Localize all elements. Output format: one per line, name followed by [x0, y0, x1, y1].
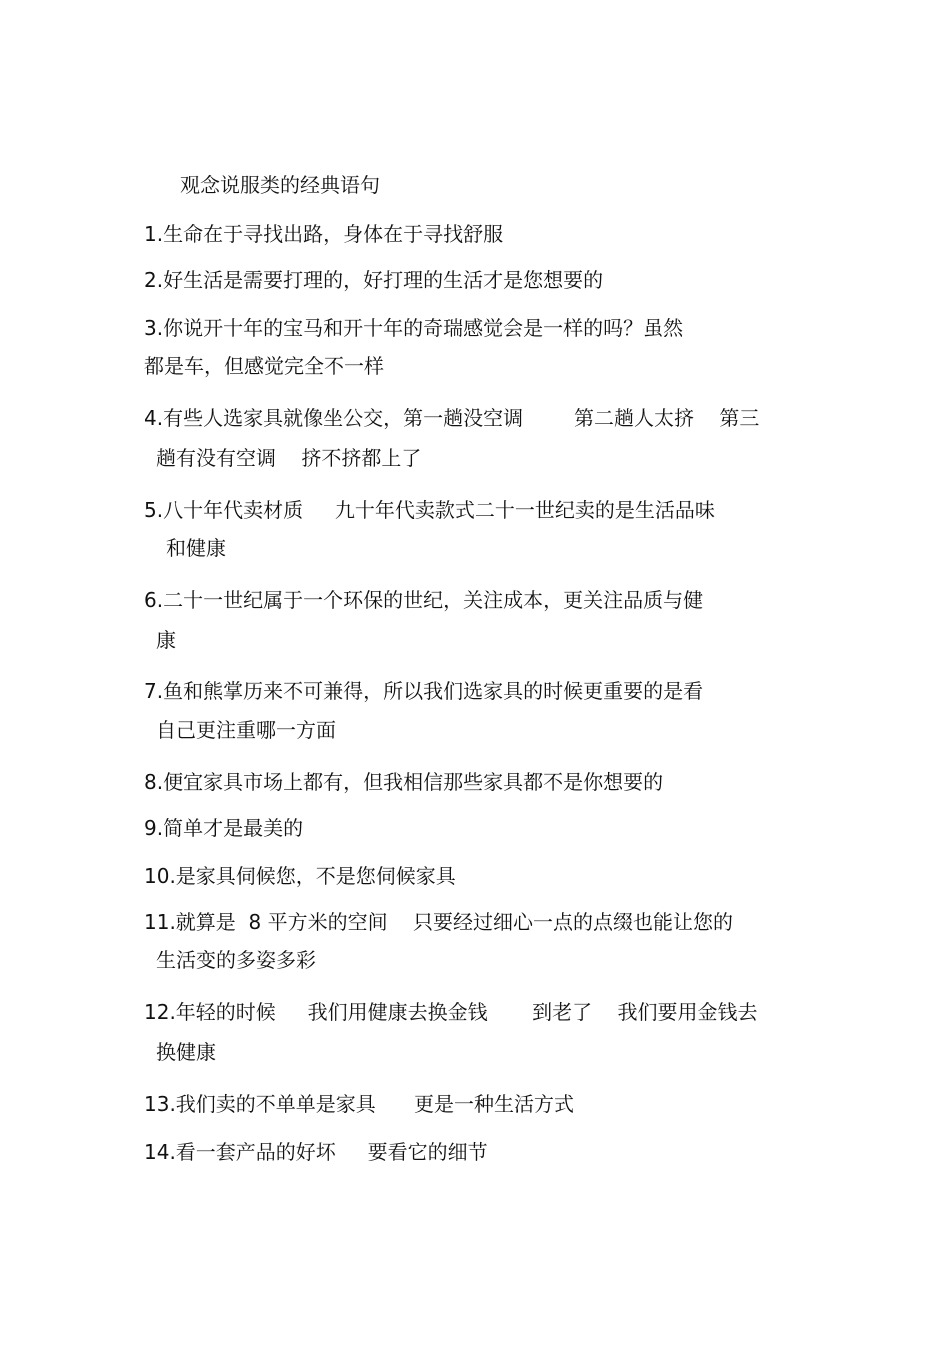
- item-10-line-1: 10.是家具伺候您，不是您伺候家具: [144, 864, 456, 888]
- item-8-line-1: 8.便宜家具市场上都有，但我相信那些家具都不是你想要的: [144, 770, 664, 794]
- document-title: 观念说服类的经典语句: [180, 173, 380, 197]
- item-2-line-1: 2.好生活是需要打理的，好打理的生活才是您想要的: [144, 268, 604, 292]
- item-6-line-1: 6.二十一世纪属于一个环保的世纪，关注成本，更关注品质与健: [144, 588, 704, 612]
- item-7-line-2: 自己更注重哪一方面: [156, 718, 336, 742]
- item-3-line-2: 都是车，但感觉完全不一样: [144, 354, 384, 378]
- item-6-line-2: 康: [156, 628, 176, 652]
- item-4-line-2: 趟有没有空调 挤不挤都上了: [156, 446, 422, 470]
- item-5-line-2: 和健康: [166, 536, 226, 560]
- item-13-line-1: 13.我们卖的不单单是家具 更是一种生活方式: [144, 1092, 574, 1116]
- item-5-line-1: 5.八十年代卖材质 九十年代卖款式二十一世纪卖的是生活品味: [144, 498, 715, 522]
- item-11-line-1: 11.就算是 8 平方米的空间 只要经过细心一点的点缀也能让您的: [144, 910, 734, 934]
- item-9-line-1: 9.简单才是最美的: [144, 816, 304, 840]
- item-12-line-2: 换健康: [156, 1040, 216, 1064]
- item-3-line-1: 3.你说开十年的宝马和开十年的奇瑞感觉会是一样的吗？虽然: [144, 316, 684, 340]
- item-7-line-1: 7.鱼和熊掌历来不可兼得，所以我们选家具的时候更重要的是看: [144, 679, 704, 703]
- item-14-line-1: 14.看一套产品的好坏 要看它的细节: [144, 1140, 488, 1164]
- item-12-line-1: 12.年轻的时候 我们用健康去换金钱 到老了 我们要用金钱去: [144, 1000, 758, 1024]
- item-4-line-1: 4.有些人选家具就像坐公交，第一趟没空调 第二趟人太挤 第三: [144, 406, 760, 430]
- item-1-line-1: 1.生命在于寻找出路，身体在于寻找舒服: [144, 222, 504, 246]
- item-11-line-2: 生活变的多姿多彩: [156, 948, 316, 972]
